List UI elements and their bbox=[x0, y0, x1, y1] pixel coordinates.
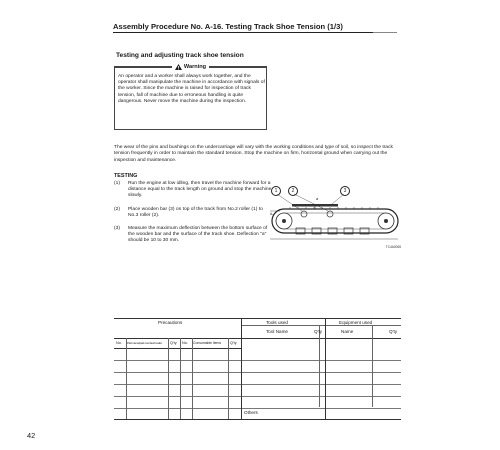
warning-label-group bbox=[172, 64, 209, 70]
tool-qty-header: Q'ty bbox=[314, 329, 323, 334]
tools-used-header: Tools used bbox=[266, 320, 288, 325]
warning-header-line-right bbox=[209, 67, 266, 68]
warning-box bbox=[114, 66, 267, 130]
step-number: (3) bbox=[114, 226, 120, 231]
table-rule bbox=[114, 360, 401, 361]
table-rule bbox=[114, 338, 401, 339]
warning-label: Warning bbox=[183, 64, 207, 70]
title-underline-tail bbox=[373, 32, 397, 33]
table-divider bbox=[192, 338, 193, 419]
table-rule bbox=[114, 348, 241, 349]
callout-3: 3 bbox=[340, 186, 350, 196]
table-rule bbox=[114, 396, 401, 397]
figure-code: TC4A0065 bbox=[385, 245, 401, 249]
table-rule bbox=[114, 384, 401, 385]
track-diagram bbox=[268, 183, 401, 247]
table-divider bbox=[168, 338, 169, 419]
col-no-header: No. bbox=[116, 341, 122, 345]
testing-step-3 bbox=[114, 226, 274, 245]
table-rule bbox=[114, 372, 401, 373]
table-divider bbox=[180, 338, 181, 419]
col-no2-header: No. bbox=[182, 341, 188, 345]
equipment-qty-header: Q'ty bbox=[389, 329, 398, 334]
col-part-header: Part name/part number/model bbox=[127, 341, 162, 345]
col-qty-header: Q'ty bbox=[170, 341, 177, 345]
equipment-name-header: Name bbox=[341, 329, 354, 334]
warning-header bbox=[115, 63, 266, 71]
step-number: (1) bbox=[114, 181, 120, 186]
step-text: Place wooden bar (3) on top of the track from No.2 roller (1) to No.3 roller (2). bbox=[128, 207, 263, 219]
table-rule bbox=[114, 408, 401, 409]
page-title: Assembly Procedure No. A-16. Testing Track Shoe Tension (1/3) bbox=[113, 22, 343, 31]
step-text: Run the engine at low idling, then travel the machine forward for a distance equal to the track length on ground and stop the machine slowly. bbox=[128, 181, 272, 199]
table-divider bbox=[241, 318, 242, 419]
callout-2: 2 bbox=[288, 186, 298, 196]
precautions-header: Precautions bbox=[158, 320, 183, 325]
table-divider bbox=[319, 325, 320, 407]
page-number: 42 bbox=[27, 431, 36, 440]
table-rule bbox=[241, 325, 401, 326]
testing-heading: TESTING bbox=[114, 173, 138, 179]
title-underline bbox=[113, 32, 373, 33]
dimension-label: a bbox=[316, 196, 319, 201]
col-qty2-header: Q'ty bbox=[230, 341, 237, 345]
warning-triangle-icon bbox=[175, 64, 182, 70]
table-divider bbox=[126, 338, 127, 419]
table-divider bbox=[228, 338, 229, 419]
col-consumable-header: Consumable items bbox=[193, 341, 222, 345]
tool-name-header: Tool Name bbox=[266, 329, 288, 334]
equipment-used-header: Equipment used bbox=[339, 320, 373, 325]
testing-step-1 bbox=[114, 181, 274, 200]
section-title: Testing and adjusting track shoe tension bbox=[116, 52, 244, 59]
intro-paragraph: The wear of the pins and bushings on the undercarriage will vary with the working conditions and type of soil, so inspect the track tension frequently in order to maintain the standard tension. Stop the machine on firm, horizontal ground when carrying out the inspection and maintenance. bbox=[114, 145, 393, 163]
table-rule bbox=[114, 419, 401, 420]
tools-table bbox=[114, 318, 401, 420]
warning-text: An operator and a worker shall always work together, and the operator shall manipulate the machine in accordance with signals of the worker. Since the machine is raised for inspection of track tension, fall of machine due to erroneous handling is quite dangerous. Never move the machine during the inspection. bbox=[118, 74, 265, 104]
table-divider bbox=[372, 325, 373, 407]
callout-1: 1 bbox=[271, 186, 281, 196]
testing-step-2 bbox=[114, 207, 274, 219]
table-divider bbox=[325, 318, 326, 419]
others-label: Others bbox=[244, 410, 258, 415]
side-label: A- bbox=[270, 212, 274, 216]
step-number: (2) bbox=[114, 207, 120, 212]
table-rule bbox=[114, 318, 401, 319]
step-text: Measure the maximum deflection between the bottom surface of the wooden bar and the surface of the track shoe. Deflection "a" should be 10 to 30 mm. bbox=[128, 226, 268, 244]
warning-header-line-left bbox=[115, 67, 172, 68]
